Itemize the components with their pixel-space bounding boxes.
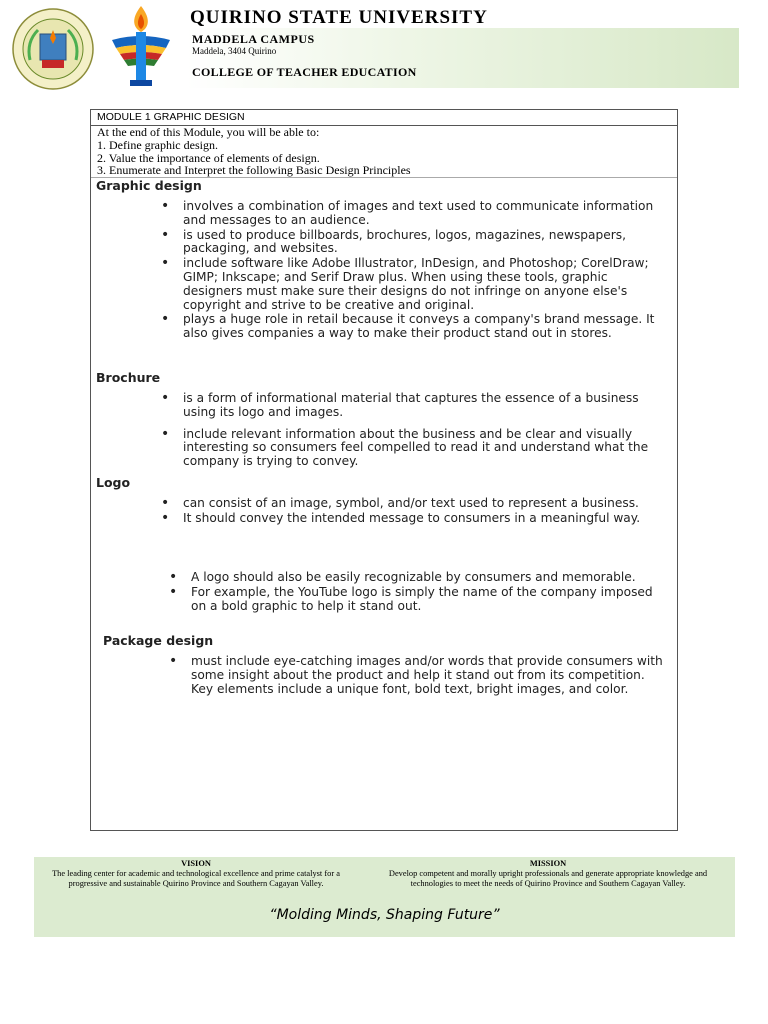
vision-text: The leading center for academic and technological excellence and prime catalyst for a progressive and sustainable Quirino Province and Southern Cagayan Valley.: [52, 869, 340, 888]
logo-list-b: [169, 571, 669, 614]
graphic-design-list: [161, 200, 661, 342]
list-item: • must include eye-catching images and/or words that provide consumers with some insight about the product and help it stand out from its competition. Key elements include a unique font, bold text, bright images, and color.: [169, 655, 669, 696]
objective-item: 3. Enumerate and Interpret the following Basic Design Principles: [97, 163, 411, 178]
page-header: [0, 0, 768, 95]
university-name: QUIRINO STATE UNIVERSITY: [190, 7, 488, 28]
logo-list-a: [161, 497, 661, 527]
torch-logo: [100, 2, 182, 90]
list-item: • plays a huge role in retail because it conveys a company's brand message. It also gives companies a way to make their product stand out in stores.: [161, 313, 661, 341]
list-item: • involves a combination of images and text used to communicate information and messages to an audience.: [161, 200, 661, 228]
section-heading-brochure: Brochure: [96, 370, 161, 385]
university-seal-logo: [12, 8, 94, 90]
objective-item: 1. Define graphic design.: [97, 137, 218, 152]
campus-address: Maddela, 3404 Quirino: [192, 46, 277, 56]
vision-block: [36, 859, 356, 889]
list-item: • It should convey the intended message to consumers in a meaningful way.: [161, 512, 661, 526]
objectives-intro: At the end of this Module, you will be able to:: [97, 125, 320, 139]
module-title: MODULE 1 GRAPHIC DESIGN: [91, 110, 677, 126]
vision-mission-footer: [34, 857, 735, 937]
mission-heading: MISSION: [529, 859, 567, 868]
list-item: • is a form of informational material that captures the essence of a business using its logo and images.: [161, 392, 661, 420]
list-item: • For example, the YouTube logo is simply the name of the company imposed on a bold graphic to help it stand out.: [169, 586, 669, 614]
section-heading-graphic-design: Graphic design: [96, 178, 202, 193]
list-item: • include software like Adobe Illustrator, InDesign, and Photoshop; CorelDraw; GIMP; Inkscape; and Serif Draw plus. When using these tools, graphic designers must make sure their designs do not infringe on anyone else's copyright and strive to be creative and original.: [161, 257, 661, 312]
brochure-list: [161, 392, 661, 470]
list-item: • is used to produce billboards, brochures, logos, magazines, newspapers, packaging, and websites.: [161, 229, 661, 257]
mission-text: Develop competent and morally upright professionals and generate appropriate knowledge and technologies to meet the needs of Quirino Province and Southern Cagayan Valley.: [388, 869, 708, 888]
mission-block: [388, 859, 708, 889]
campus-name: MADDELA CAMPUS: [192, 32, 315, 46]
college-name: COLLEGE OF TEACHER EDUCATION: [192, 65, 417, 79]
list-item: • include relevant information about the business and be clear and visually interesting so consumers feel compelled to read it and understand what the company is trying to convey.: [161, 428, 661, 469]
section-heading-logo: Logo: [96, 475, 131, 490]
package-design-list: [169, 655, 669, 697]
module-objectives: [97, 126, 411, 177]
university-motto: “Molding Minds, Shaping Future”: [269, 907, 500, 923]
vision-heading: VISION: [181, 859, 211, 868]
list-item: • can consist of an image, symbol, and/or text used to represent a business.: [161, 497, 661, 511]
list-item: • A logo should also be easily recognizable by consumers and memorable.: [169, 571, 669, 585]
section-heading-package-design: Package design: [103, 633, 214, 648]
module-box: [90, 109, 678, 831]
objective-item: 2. Value the importance of elements of design.: [97, 150, 320, 165]
